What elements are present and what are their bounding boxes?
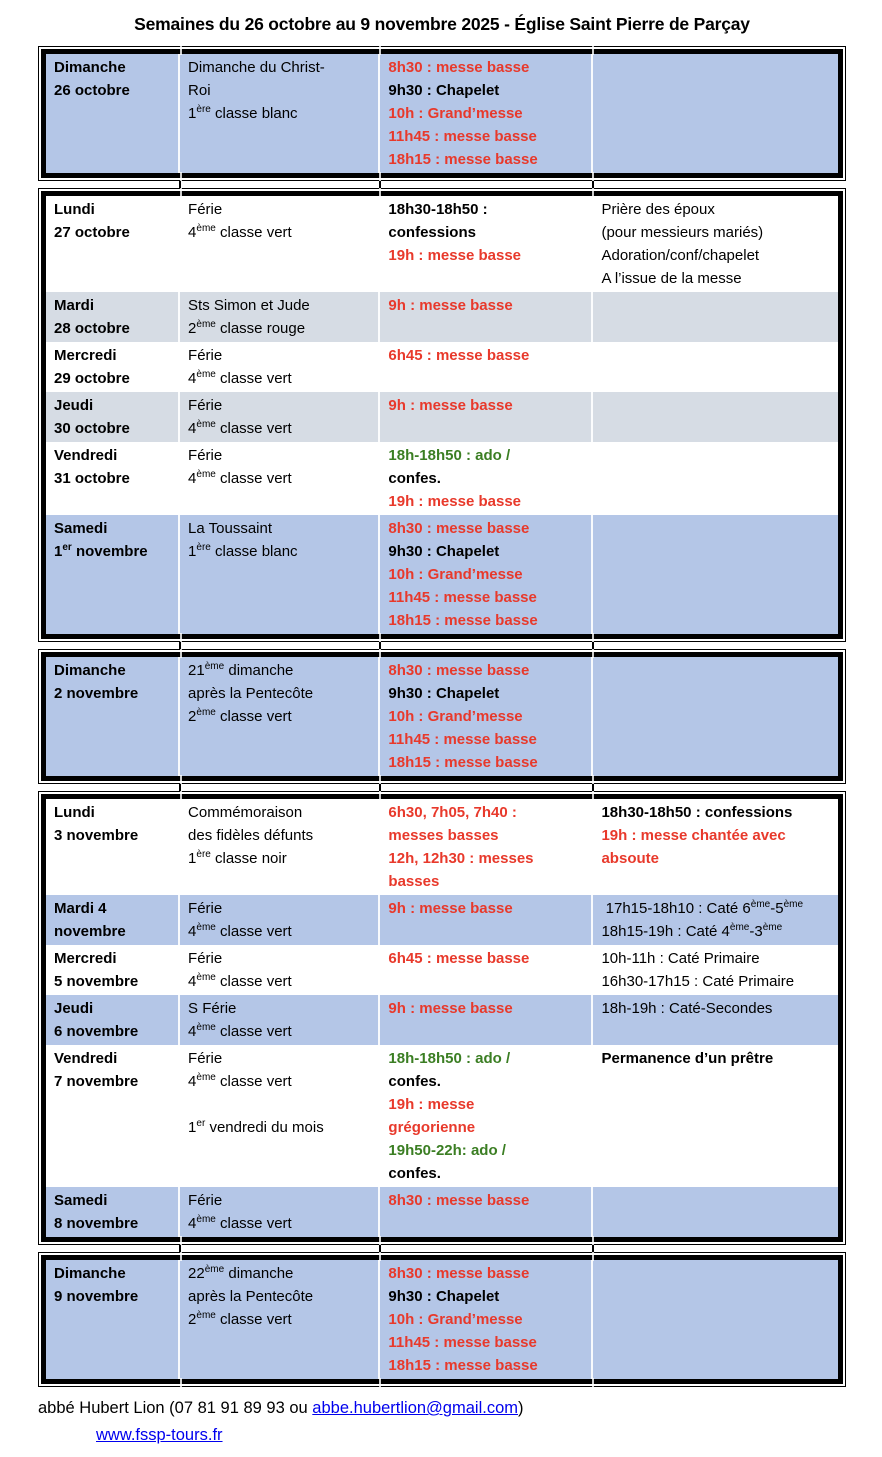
times-cell [379, 1260, 592, 1379]
schedule-row [46, 1045, 838, 1187]
text-line: 19h : messe basse [388, 247, 522, 264]
text-line: 4ème classe vert [188, 1214, 292, 1232]
text-line: 10h : Grand’messe [388, 1311, 523, 1328]
feast-cell [179, 54, 379, 173]
text-line: 9h : messe basse [388, 297, 513, 314]
feast-cell [179, 1187, 379, 1237]
times-cell [379, 392, 592, 442]
text-line: Férie [188, 1192, 223, 1209]
border-notch [379, 188, 381, 197]
text-line: confes. [388, 470, 441, 487]
day-cell [46, 342, 179, 392]
schedule-row [46, 1260, 838, 1379]
text-line: 18h15-19h : Caté 4ème-3ème [601, 922, 783, 940]
block-gap [38, 642, 846, 649]
block-gap [38, 784, 846, 791]
notes-cell [592, 799, 838, 895]
text-line: Mercredi [54, 950, 117, 967]
text-line: Roi [188, 82, 211, 99]
text-line: Férie [188, 950, 223, 967]
text-line: 19h : messe [388, 1096, 475, 1113]
text-line: confessions [388, 224, 476, 241]
schedule-row [46, 54, 838, 173]
feast-cell [179, 657, 379, 776]
text-line: 18h15 : messe basse [388, 612, 538, 629]
times-cell [379, 995, 592, 1045]
notes-cell [592, 54, 838, 173]
schedule-table [46, 657, 838, 776]
text-line: 9h : messe basse [388, 397, 513, 414]
border-notch [180, 1236, 182, 1245]
feast-cell [179, 895, 379, 945]
text-line: 18h-18h50 : ado / [388, 447, 511, 464]
text-line: Jeudi [54, 397, 94, 414]
day-cell [46, 995, 179, 1045]
border-notch [379, 649, 381, 658]
border-notch [592, 1252, 594, 1261]
footer [38, 1395, 846, 1449]
notes-cell [592, 1187, 838, 1237]
border-notch [379, 46, 381, 55]
text-line: basses [388, 873, 440, 890]
text-line: Férie [188, 201, 223, 218]
text-line: 18h-18h50 : ado / [388, 1050, 511, 1067]
text-line: 10h-11h : Caté Primaire [601, 950, 760, 967]
text-line: 2ème classe vert [188, 1310, 292, 1328]
schedule-row [46, 392, 838, 442]
text-line: 1er novembre [54, 542, 148, 560]
text-line: 2ème classe vert [188, 707, 292, 725]
text-line: 18h15 : messe basse [388, 754, 538, 771]
times-cell [379, 292, 592, 342]
text-line: Mercredi [54, 347, 117, 364]
notes-cell [592, 1260, 838, 1379]
border-notch [180, 775, 182, 784]
day-cell [46, 1260, 179, 1379]
text-line: messes basses [388, 827, 499, 844]
feast-cell [179, 1260, 379, 1379]
schedule-row [46, 995, 838, 1045]
text-line: 10h : Grand’messe [388, 566, 523, 583]
times-cell [379, 342, 592, 392]
day-cell [46, 292, 179, 342]
text-line: Samedi [54, 520, 108, 537]
border-notch [592, 649, 594, 658]
week-block-dimanche-9-novembre [38, 1252, 846, 1387]
day-cell [46, 54, 179, 173]
text-line: Adoration/conf/chapelet [601, 247, 760, 264]
day-cell [46, 799, 179, 895]
text-line: 9h : messe basse [388, 1000, 513, 1017]
text-line: confes. [388, 1073, 441, 1090]
block-gap [38, 181, 846, 188]
text-line: Prière des époux [601, 201, 715, 218]
feast-cell [179, 945, 379, 995]
text-line: 16h30-17h15 : Caté Primaire [601, 973, 795, 990]
border-notch [592, 1236, 594, 1245]
border-notch [592, 172, 594, 181]
notes-cell [592, 895, 838, 945]
day-cell [46, 196, 179, 292]
text-line: Férie [188, 900, 223, 917]
text-line: 11h45 : messe basse [388, 128, 537, 145]
text-line: 18h15 : messe basse [388, 1357, 538, 1374]
text-line: 6h45 : messe basse [388, 950, 530, 967]
day-cell [46, 515, 179, 634]
text-line: 12h, 12h30 : messes [388, 850, 534, 867]
notes-cell [592, 392, 838, 442]
text-line: des fidèles défunts [188, 827, 314, 844]
text-line: Sts Simon et Jude [188, 297, 310, 314]
text-line: absoute [601, 850, 659, 867]
text-line: 9h30 : Chapelet [388, 543, 500, 560]
times-cell [379, 1187, 592, 1237]
notes-cell [592, 342, 838, 392]
text-line: 8h30 : messe basse [388, 520, 530, 537]
text-line: 17h15-18h10 : Caté 6ème-5ème [601, 899, 804, 917]
text-line: 8h30 : messe basse [388, 59, 530, 76]
feast-cell [179, 196, 379, 292]
text-line: 4ème classe vert [188, 223, 292, 241]
text-line: Permanence d’un prêtre [601, 1050, 774, 1067]
feast-cell [179, 392, 379, 442]
text-line: 11h45 : messe basse [388, 1334, 537, 1351]
schedule-row [46, 292, 838, 342]
border-notch [180, 1378, 182, 1387]
notes-cell [592, 657, 838, 776]
text-line: après la Pentecôte [188, 1288, 314, 1305]
schedule-row [46, 945, 838, 995]
text-line: 6 novembre [54, 1023, 139, 1040]
times-cell [379, 799, 592, 895]
text-line: 7 novembre [54, 1073, 139, 1090]
schedule-table [46, 196, 838, 634]
text-line: 4ème classe vert [188, 922, 292, 940]
text-line: Dimanche [54, 59, 126, 76]
notes-cell [592, 945, 838, 995]
text-line: 21ème dimanche [188, 661, 294, 679]
border-notch [180, 46, 182, 55]
times-cell [379, 196, 592, 292]
day-cell [46, 945, 179, 995]
text-line: 9h30 : Chapelet [388, 1288, 500, 1305]
email-link[interactable]: abbe.hubertlion@gmail.com [312, 1399, 518, 1417]
schedule-row [46, 342, 838, 392]
text-line: Dimanche [54, 1265, 126, 1282]
text-line: 6h30, 7h05, 7h40 : [388, 804, 517, 821]
notes-cell [592, 1045, 838, 1187]
border-notch [180, 633, 182, 642]
text-line: Dimanche du Christ- [188, 59, 325, 76]
text-line: A l’issue de la messe [601, 270, 742, 287]
times-cell [379, 945, 592, 995]
website-line [96, 1422, 846, 1449]
feast-cell [179, 799, 379, 895]
text-line: Lundi [54, 804, 95, 821]
text-line: 26 octobre [54, 82, 130, 99]
text-line: 5 novembre [54, 973, 139, 990]
text-line: 4ème classe vert [188, 419, 292, 437]
border-notch [379, 1252, 381, 1261]
feast-cell [179, 995, 379, 1045]
notes-cell [592, 515, 838, 634]
text-line: 8h30 : messe basse [388, 1265, 530, 1282]
times-cell [379, 657, 592, 776]
text-line: 1ère classe noir [188, 849, 287, 867]
border-notch [592, 1378, 594, 1387]
page-title: Semaines du 26 octobre au 9 novembre 2025 - Église Saint Pierre de Parçay [134, 14, 750, 34]
border-notch [180, 188, 182, 197]
border-notch [180, 791, 182, 800]
feast-cell [179, 442, 379, 515]
text-line: 11h45 : messe basse [388, 589, 537, 606]
day-cell [46, 442, 179, 515]
text-line: Férie [188, 397, 223, 414]
text-line: 18h30-18h50 : confessions [601, 804, 793, 821]
text-line: 11h45 : messe basse [388, 731, 537, 748]
schedule-row [46, 895, 838, 945]
text-line: Férie [188, 447, 223, 464]
text-line: 9 novembre [54, 1288, 139, 1305]
text-line: 19h50-22h: ado / [388, 1142, 506, 1159]
feast-cell [179, 515, 379, 634]
text-line: 1er vendredi du mois [188, 1118, 324, 1136]
text-line: Mardi 4 [54, 900, 107, 917]
feast-cell [179, 342, 379, 392]
text-line: 9h : messe basse [388, 900, 513, 917]
text-line: 28 octobre [54, 320, 130, 337]
day-cell [46, 895, 179, 945]
text-line: grégorienne [388, 1119, 476, 1136]
schedule-row [46, 196, 838, 292]
text-line: Férie [188, 1050, 223, 1067]
text-line: 8h30 : messe basse [388, 1192, 530, 1209]
text-line: 18h30-18h50 : [388, 201, 488, 218]
text-line: Lundi [54, 201, 95, 218]
text-line: 8h30 : messe basse [388, 662, 530, 679]
border-notch [379, 1236, 381, 1245]
text-line: 4ème classe vert [188, 1072, 292, 1090]
text-line: 9h30 : Chapelet [388, 82, 500, 99]
text-line: 3 novembre [54, 827, 139, 844]
times-cell [379, 515, 592, 634]
notes-cell [592, 292, 838, 342]
schedule-row [46, 515, 838, 634]
schedule-table [46, 1260, 838, 1379]
text-line [188, 1093, 374, 1116]
week-block-dimanche-26-octobre [38, 46, 846, 181]
border-notch [180, 1252, 182, 1261]
border-notch [592, 46, 594, 55]
text-line: 4ème classe vert [188, 369, 292, 387]
contact-prefix: abbé Hubert Lion (07 81 91 89 93 ou [38, 1399, 313, 1417]
text-line: 31 octobre [54, 470, 130, 487]
schedule-row [46, 657, 838, 776]
border-notch [379, 172, 381, 181]
text-line: (pour messieurs mariés) [601, 224, 764, 241]
text-line: Jeudi [54, 1000, 94, 1017]
text-line: 6h45 : messe basse [388, 347, 530, 364]
times-cell [379, 1045, 592, 1187]
times-cell [379, 442, 592, 515]
day-cell [46, 1045, 179, 1187]
text-line: Dimanche [54, 662, 126, 679]
text-line: 10h : Grand’messe [388, 708, 523, 725]
schedule-table [46, 799, 838, 1237]
text-line: 27 octobre [54, 224, 130, 241]
website-link[interactable]: www.fssp-tours.fr [96, 1426, 223, 1444]
border-notch [592, 791, 594, 800]
text-line: 10h : Grand’messe [388, 105, 523, 122]
contact-line [38, 1395, 846, 1422]
text-line: 1ère classe blanc [188, 542, 298, 560]
text-line: Vendredi [54, 447, 118, 464]
schedule-row [46, 799, 838, 895]
notes-cell [592, 995, 838, 1045]
notes-cell [592, 196, 838, 292]
feast-cell [179, 292, 379, 342]
text-line: 19h : messe chantée avec [601, 827, 786, 844]
text-line: 19h : messe basse [388, 493, 522, 510]
border-notch [379, 791, 381, 800]
text-line: 8 novembre [54, 1215, 139, 1232]
border-notch [592, 775, 594, 784]
text-line: 2ème classe rouge [188, 319, 306, 337]
schedule-table [46, 54, 838, 173]
border-notch [379, 1378, 381, 1387]
feast-cell [179, 1045, 379, 1187]
border-notch [379, 633, 381, 642]
text-line: Vendredi [54, 1050, 118, 1067]
text-line: 30 octobre [54, 420, 130, 437]
block-gap [38, 1245, 846, 1252]
text-line: Férie [188, 347, 223, 364]
text-line: 22ème dimanche [188, 1264, 294, 1282]
schedule-row [46, 442, 838, 515]
schedule-row [46, 1187, 838, 1237]
times-cell [379, 895, 592, 945]
text-line: 29 octobre [54, 370, 130, 387]
text-line: 4ème classe vert [188, 1022, 292, 1040]
text-line: novembre [54, 923, 126, 940]
week-block-semaine-27-octobre-1-novembre [38, 188, 846, 642]
notes-cell [592, 442, 838, 515]
text-line: 4ème classe vert [188, 469, 292, 487]
text-line: confes. [388, 1165, 441, 1182]
text-line: 9h30 : Chapelet [388, 685, 500, 702]
text-line: S Férie [188, 1000, 237, 1017]
week-block-semaine-3-8-novembre [38, 791, 846, 1245]
text-line: Mardi [54, 297, 95, 314]
text-line: 4ème classe vert [188, 972, 292, 990]
schedule-blocks [38, 46, 846, 1387]
day-cell [46, 1187, 179, 1237]
text-line: Commémoraison [188, 804, 303, 821]
border-notch [379, 775, 381, 784]
text-line: La Toussaint [188, 520, 272, 537]
text-line: 1ère classe blanc [188, 104, 298, 122]
contact-suffix: ) [518, 1399, 524, 1417]
border-notch [180, 172, 182, 181]
times-cell [379, 54, 592, 173]
text-line: 18h-19h : Caté-Secondes [601, 1000, 773, 1017]
day-cell [46, 657, 179, 776]
border-notch [592, 188, 594, 197]
text-line: 2 novembre [54, 685, 139, 702]
border-notch [180, 649, 182, 658]
text-line: après la Pentecôte [188, 685, 314, 702]
week-block-dimanche-2-novembre [38, 649, 846, 784]
text-line: 18h15 : messe basse [388, 151, 538, 168]
day-cell [46, 392, 179, 442]
border-notch [592, 633, 594, 642]
text-line: Samedi [54, 1192, 108, 1209]
